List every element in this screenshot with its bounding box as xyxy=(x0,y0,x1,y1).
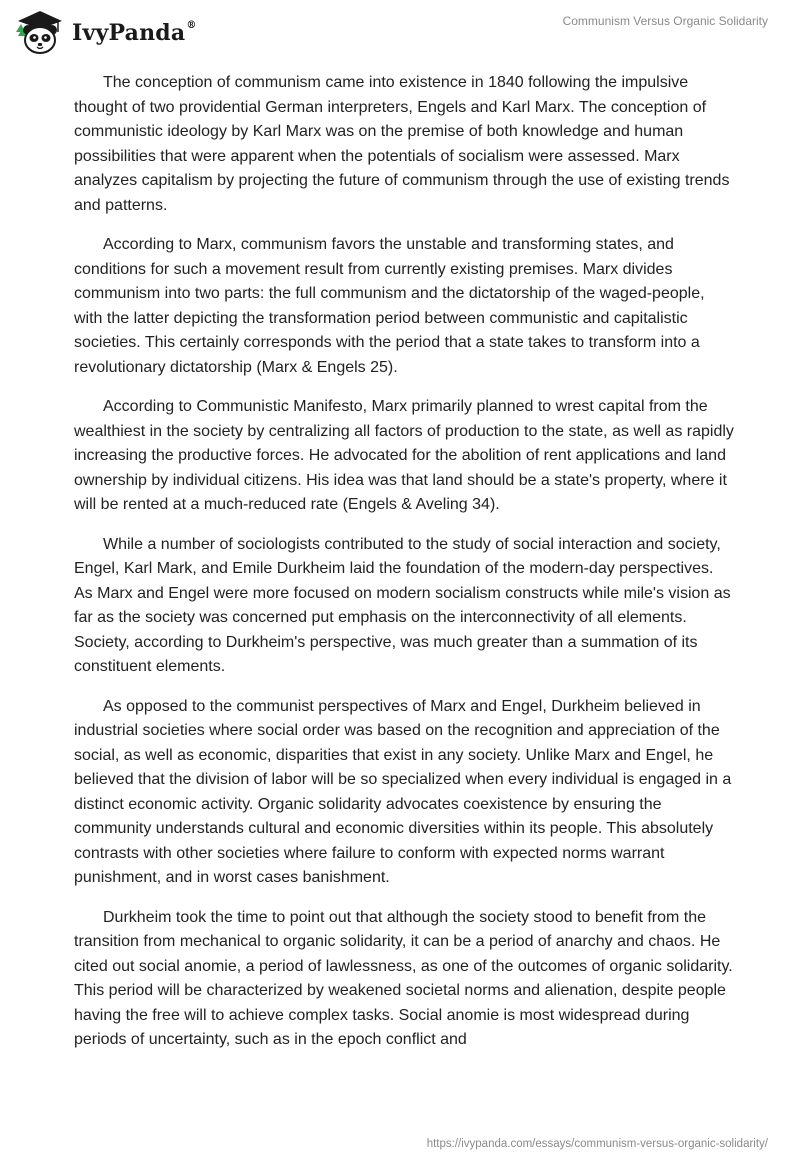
paragraph: As opposed to the communist perspectives of Marx and Engel, Durkheim believed in industrial societies where social order was based on the recognition and appreciation of the social, as well as economic, disparities that exist in any society. Unlike Marx and Engel, he believed that the division of labor will be so specialized when every individual is engaged in a distinct economic activity. Organic solidarity advocates coexistence by ensuring the community understands cultural and economic diversities within its people. This absolutely contrasts with other societies where failure to conform with expected norms warrant punishment, and in worst cases banishment. xyxy=(74,697,732,886)
footer-url-link[interactable]: https://ivypanda.com/essays/communism-versus-organic-solidarity/ xyxy=(426,1138,768,1150)
brand-name: IvyPanda® xyxy=(72,19,197,46)
paragraph: While a number of sociologists contributed to the study of social interaction and society, Engel, Karl Mark, and Emile Durkheim laid the foundation of the modern-day perspectives. As Marx and Engel were more focused on modern socialism constructs while mile's vision as far as the society was concerned put emphasis on the interconnectivity of all elements. Society, according to Durkheim's perspective, was much greater than a summation of its constituent elements. xyxy=(74,535,731,675)
ivypanda-logo[interactable] xyxy=(14,8,197,56)
panda-graduation-cap-icon xyxy=(14,8,66,56)
essay-body xyxy=(74,71,734,1068)
document-title: Communism Versus Organic Solidarity xyxy=(562,14,768,28)
page-header xyxy=(0,0,800,60)
paragraph: Durkheim took the time to point out that although the society stood to benefit from the transition from mechanical to organic solidarity, it can be a period of anarchy and chaos. He cited out social anomie, a period of lawlessness, as one of the outcomes of organic solidarity. This period will be characterized by weakened societal norms and alienation, despite people having the free will to achieve complex tasks. Social anomie is most widespread during periods of uncertainty, such as in the epoch conflict and xyxy=(74,908,733,1048)
paragraph: The conception of communism came into existence in 1840 following the impulsive thought of two providential German interpreters, Engels and Karl Marx. The conception of communistic ideology by Karl Marx was on the premise of both knowledge and human possibilities that were apparent when the potentials of socialism were assessed. Marx analyzes capitalism by projecting the future of communism through the use of existing trends and patterns. xyxy=(74,74,730,214)
paragraph: According to Marx, communism favors the unstable and transforming states, and conditions for such a movement result from currently existing premises. Marx divides communism into two parts: the full communism and the dictatorship of the waged-people, with the latter depicting the transformation period between communistic and capitalistic societies. This certainly corresponds with the period that a state takes to transform into a revolutionary dictatorship (Marx & Engels 25). xyxy=(74,236,705,376)
paragraph: According to Communistic Manifesto, Marx primarily planned to wrest capital from the wealthiest in the society by centralizing all factors of production to the state, as well as rapidly increasing the productive forces. He advocated for the abolition of rent applications and land ownership by individual citizens. His idea was that land should be a state's property, where it will be rented at a much-reduced rate (Engels & Aveling 34). xyxy=(74,398,734,513)
